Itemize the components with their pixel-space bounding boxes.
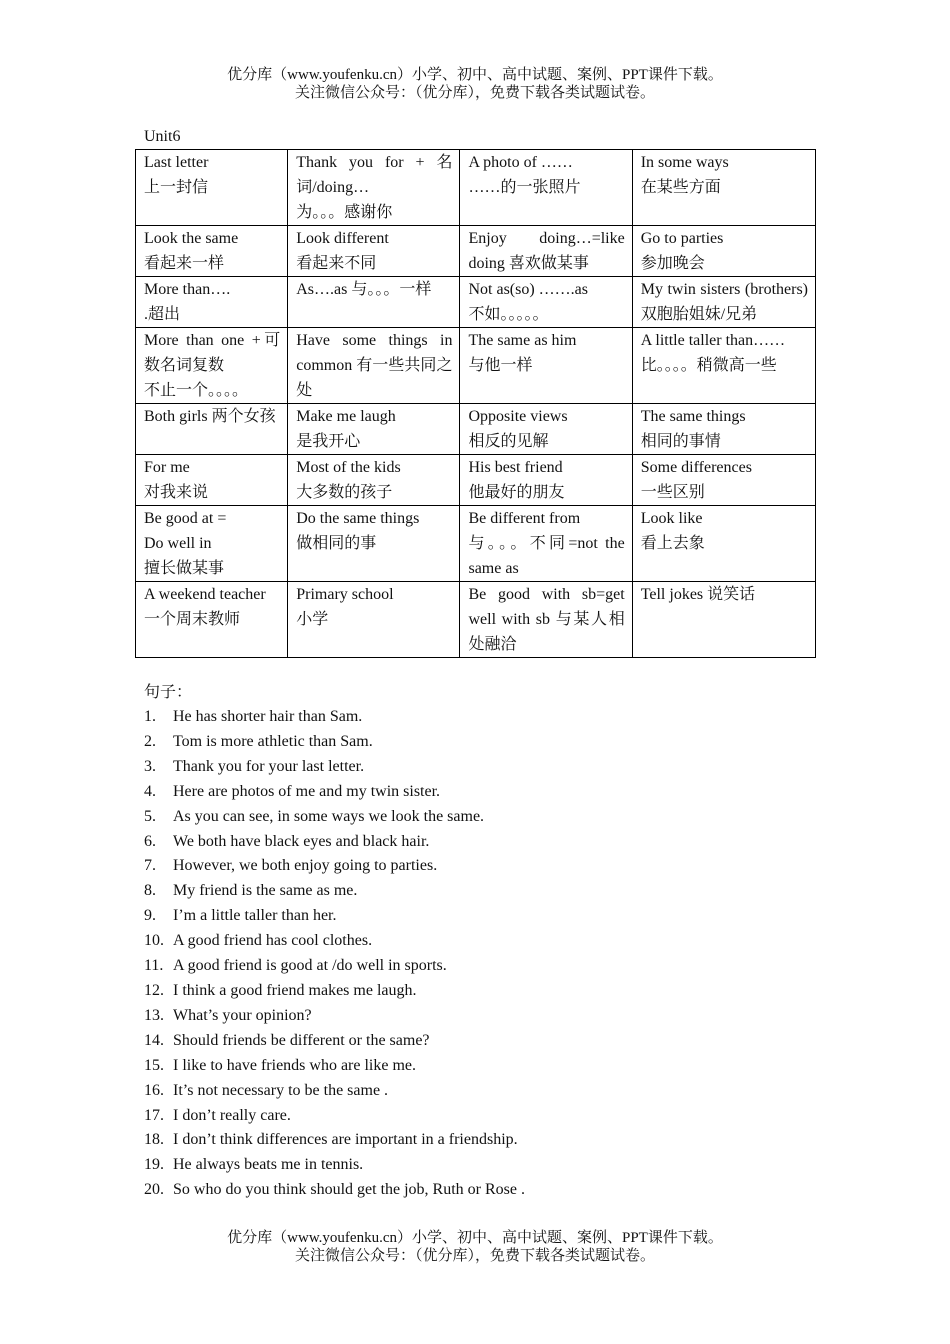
cell-line: Most of the kids (296, 459, 401, 476)
table-cell (288, 328, 460, 404)
cell-line: A photo of …… (468, 154, 573, 171)
list-item (144, 1153, 525, 1178)
table-cell (632, 506, 815, 582)
sentence-number: 16. (144, 1081, 164, 1099)
table-cell (136, 328, 288, 404)
table-row (136, 277, 816, 328)
vocabulary-table (135, 149, 816, 658)
cell-line: Do the same things (296, 510, 420, 527)
sentence-text: We both have black eyes and black hair. (173, 832, 430, 850)
table-row (136, 328, 816, 404)
table-cell (460, 150, 632, 226)
sentence-text: So who do you think should get the job, Ruth or Rose . (173, 1181, 525, 1199)
cell-line: Go to parties (640, 230, 724, 247)
cell-line: 做相同的事 (296, 535, 377, 552)
table-cell (632, 404, 815, 455)
sentence-text: Thank you for your last letter. (173, 757, 365, 775)
cell-line: More than one +可数名词复数 (144, 332, 281, 374)
cell-line: 不如。。。。。 (468, 306, 549, 323)
table-row (136, 582, 816, 658)
sentence-text: As you can see, in some ways we look the same. (173, 807, 485, 825)
cell-line: 他最好的朋友 (468, 484, 565, 501)
sentence-number: 18. (144, 1131, 164, 1149)
sentence-text: Here are photos of me and my twin sister. (173, 782, 441, 800)
sentence-number: 8. (144, 882, 156, 900)
sentence-number: 3. (144, 757, 156, 775)
list-item (144, 1178, 525, 1203)
cell-line: 与他一样 (468, 357, 533, 374)
sentence-number: 11. (144, 957, 164, 975)
table-cell (460, 328, 632, 404)
sentence-number: 15. (144, 1056, 164, 1074)
cell-line: Both girls 两个女孩 (144, 408, 276, 425)
list-item (144, 1104, 525, 1129)
sentence-text: I think a good friend makes me laugh. (173, 981, 417, 999)
sentence-number: 19. (144, 1156, 164, 1174)
cell-line: 大多数的孩子 (296, 484, 393, 501)
cell-line: Have some things in common 有一些共同之处 (296, 332, 453, 399)
table-cell (632, 150, 815, 226)
cell-line: Not as(so) …….as (468, 281, 589, 298)
table-cell (288, 150, 460, 226)
cell-line: 对我来说 (144, 484, 209, 501)
table-cell (136, 455, 288, 506)
sentence-number: 12. (144, 981, 164, 999)
cell-line: 比。。。。稍微高一些 (640, 357, 777, 374)
page-footer (0, 1229, 950, 1265)
table-row (136, 150, 816, 226)
cell-line: 看起来一样 (144, 255, 225, 272)
cell-line: Primary school (296, 586, 394, 603)
cell-line: Look the same (144, 230, 239, 247)
cell-line: 为。。。感谢你 (296, 204, 393, 221)
cell-line: 看上去象 (640, 535, 705, 552)
table-cell (288, 277, 460, 328)
sentence-number: 17. (144, 1106, 164, 1124)
cell-line: 擅长做某事 (144, 560, 225, 577)
table-row (136, 404, 816, 455)
cell-line: 是我开心 (296, 433, 361, 450)
sentence-number: 10. (144, 932, 164, 950)
cell-line: 与。。。不同=not the same as (468, 535, 625, 577)
table-cell (460, 226, 632, 277)
cell-line: The same things (640, 408, 746, 425)
list-item (144, 1029, 525, 1054)
cell-line: A weekend teacher (144, 586, 266, 603)
list-item (144, 929, 525, 954)
cell-line: 上一封信 (144, 179, 209, 196)
table-cell (136, 226, 288, 277)
cell-line: Thank you for + 名词/doing… (296, 154, 453, 196)
sentence-text: I don’t think differences are important in a friendship. (173, 1131, 518, 1149)
header-line-2: 关注微信公众号：（优分库），免费下载各类试题试卷。 (294, 85, 655, 101)
list-item (144, 1004, 525, 1029)
list-item (144, 830, 525, 855)
sentence-text: My friend is the same as me. (173, 882, 358, 900)
cell-line: 参加晚会 (640, 255, 705, 272)
sentence-number: 9. (144, 907, 156, 925)
sentence-number: 1. (144, 708, 156, 725)
unit-title: Unit6 (144, 128, 181, 145)
list-item (144, 780, 525, 805)
table-cell (136, 506, 288, 582)
list-item (144, 854, 525, 879)
sentence-number: 2. (144, 732, 156, 750)
table-row (136, 455, 816, 506)
cell-line: Be good at = (144, 510, 227, 527)
footer-line-2: 关注微信公众号：（优分库），免费下载各类试题试卷。 (294, 1248, 655, 1264)
table-cell (632, 277, 815, 328)
cell-line: 一些区别 (640, 484, 705, 501)
sentence-text: A good friend is good at /do well in sports. (173, 957, 447, 975)
cell-line: His best friend (468, 459, 563, 476)
cell-line: The same as him (468, 332, 577, 349)
cell-line: 不止一个。。。。 (144, 382, 249, 399)
sentence-text: A good friend has cool clothes. (173, 932, 373, 950)
list-item (144, 805, 525, 830)
table-row (136, 226, 816, 277)
table-cell (288, 404, 460, 455)
table-cell (136, 404, 288, 455)
cell-line: 一个周末教师 (144, 611, 241, 628)
cell-line: 在某些方面 (640, 179, 721, 196)
cell-line: 相同的事情 (640, 433, 721, 450)
cell-line: Tell jokes 说笑话 (640, 586, 756, 603)
cell-line: Look different (296, 230, 389, 247)
cell-line: In some ways (640, 154, 729, 171)
sentences-label: 句子： (144, 684, 193, 701)
table-cell (288, 506, 460, 582)
cell-line: Make me laugh (296, 408, 396, 425)
sentence-number: 5. (144, 807, 156, 825)
cell-line: Last letter (144, 154, 209, 171)
cell-line: Be good with sb=get well with sb 与某人相处融洽 (468, 586, 625, 653)
sentence-number: 13. (144, 1006, 164, 1024)
cell-line: Enjoy doing…=like doing 喜欢做某事 (468, 230, 625, 272)
cell-line: For me (144, 459, 190, 476)
sentence-text: He has shorter hair than Sam. (173, 708, 363, 725)
sentence-text: I’m a little taller than her. (173, 907, 337, 925)
cell-line: .超出 (144, 306, 181, 323)
sentence-text: He always beats me in tennis. (173, 1156, 364, 1174)
table-cell (632, 455, 815, 506)
list-item (144, 1128, 525, 1153)
list-item (144, 755, 525, 780)
list-item (144, 705, 525, 730)
table-cell (460, 404, 632, 455)
page-header (0, 66, 950, 102)
sentence-number: 4. (144, 782, 156, 800)
cell-line: Do well in (144, 535, 212, 552)
list-item (144, 730, 525, 755)
sentence-text: What’s your opinion? (173, 1006, 312, 1024)
sentence-text: Tom is more athletic than Sam. (173, 732, 373, 750)
table-cell (460, 582, 632, 658)
sentence-number: 6. (144, 832, 156, 850)
sentence-text: It’s not necessary to be the same . (173, 1081, 389, 1099)
list-item (144, 979, 525, 1004)
sentence-text: Should friends be different or the same? (173, 1031, 430, 1049)
list-item (144, 879, 525, 904)
cell-line: 相反的见解 (468, 433, 549, 450)
table-cell (460, 455, 632, 506)
cell-line: A little taller than…… (640, 332, 786, 349)
cell-line: My twin sisters (brothers)双胞胎姐妹/兄弟 (640, 281, 808, 323)
list-item (144, 954, 525, 979)
cell-line: Look like (640, 510, 703, 527)
sentence-number: 14. (144, 1031, 164, 1049)
table-row (136, 506, 816, 582)
cell-line: As….as 与。。。一样 (296, 281, 432, 298)
cell-line: ……的一张照片 (468, 179, 581, 196)
table-cell (288, 455, 460, 506)
table-cell (288, 582, 460, 658)
table-cell (288, 226, 460, 277)
table-cell (136, 150, 288, 226)
table-cell (632, 226, 815, 277)
sentence-number: 20. (144, 1181, 164, 1199)
list-item (144, 1079, 525, 1104)
sentence-text: However, we both enjoy going to parties. (173, 857, 438, 875)
sentence-list (144, 705, 525, 1203)
cell-line: 小学 (296, 611, 329, 628)
table-cell (632, 582, 815, 658)
sentence-number: 7. (144, 857, 156, 875)
table-cell (460, 277, 632, 328)
header-line-1: 优分库（www.youfenku.cn）小学、初中、高中试题、案例、PPT课件下载。 (227, 67, 723, 83)
list-item (144, 904, 525, 929)
vocabulary-table-body (136, 150, 816, 658)
cell-line: More than…. (144, 281, 231, 298)
table-cell (136, 582, 288, 658)
sentence-text: I like to have friends who are like me. (173, 1056, 417, 1074)
cell-line: Opposite views (468, 408, 568, 425)
cell-line: 看起来不同 (296, 255, 377, 272)
sentence-text: I don’t really care. (173, 1106, 291, 1124)
table-cell (136, 277, 288, 328)
cell-line: Some differences (640, 459, 752, 476)
footer-line-1: 优分库（www.youfenku.cn）小学、初中、高中试题、案例、PPT课件下载。 (227, 1230, 723, 1246)
cell-line: Be different from (468, 510, 581, 527)
table-cell (632, 328, 815, 404)
list-item (144, 1054, 525, 1079)
table-cell (460, 506, 632, 582)
